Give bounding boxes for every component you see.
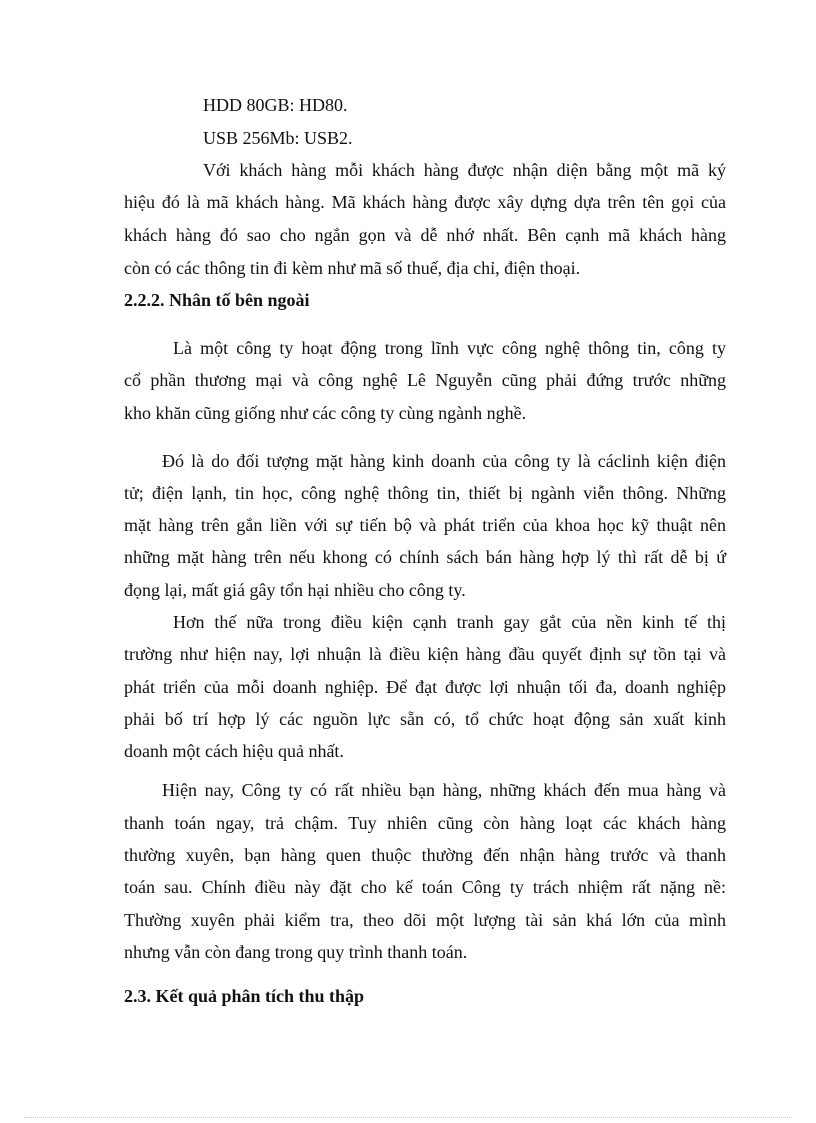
page-bottom-divider [24, 1117, 792, 1118]
paragraph-line: thanh toán ngay, trả chậm. Tuy nhiên cũng còn hàng loạt các khách hàng [124, 813, 726, 833]
paragraph-line: kho khăn cũng giống như các công ty cùng ngành nghề. [124, 403, 527, 423]
paragraph-line: USB 256Mb: USB2. [203, 128, 353, 148]
paragraph-line: Là một công ty hoạt động trong lĩnh vực công nghệ thông tin, công ty [173, 338, 726, 358]
paragraph-line: Với khách hàng mỗi khách hàng được nhận diện bằng một mã ký [203, 160, 726, 180]
paragraph-line: doanh một cách hiệu quả nhất. [124, 741, 344, 761]
section-heading: 2.3. Kết quả phân tích thu thập [124, 986, 365, 1006]
paragraph-line: phải bố trí hợp lý các nguồn lực sẵn có, tổ chức hoạt động sản xuất kinh [124, 709, 726, 729]
paragraph-line: Hiện nay, Công ty có rất nhiều bạn hàng, những khách đến mua hàng và [162, 780, 726, 800]
paragraph-line: những mặt hàng trên nếu khong có chính sách bán hàng hợp lý thì rất dễ bị ứ [124, 547, 726, 567]
paragraph-line: cổ phần thương mại và công nghệ Lê Nguyễn cũng phải đứng trước những [124, 370, 726, 390]
paragraph-line: phát triển của mỗi doanh nghiệp. Để đạt được lợi nhuận tối đa, doanh nghiệp [124, 677, 726, 697]
paragraph-line: thường xuyên, bạn hàng quen thuộc thường đến nhận hàng trước và thanh [124, 845, 726, 865]
paragraph-line: đọng lại, mất giá gây tổn hại nhiều cho công ty. [124, 580, 466, 600]
paragraph-line: trường như hiện nay, lợi nhuận là điều kiện hàng đầu quyết định sự tồn tại và [124, 644, 726, 664]
paragraph-line: mặt hàng trên gắn liền với sự tiến bộ và phát triển của khoa học kỹ thuật nên [124, 515, 726, 535]
paragraph-line: toán sau. Chính điều này đặt cho kế toán Công ty trách nhiệm rất nặng nề: [124, 877, 726, 897]
paragraph-line: HDD 80GB: HD80. [203, 95, 348, 115]
paragraph-line: Đó là do đối tượng mặt hàng kinh doanh của công ty là cáclinh kiện điện [162, 451, 726, 471]
paragraph-line: Hơn thế nữa trong điều kiện cạnh tranh gay gắt của nền kinh tế thị [173, 612, 726, 632]
paragraph-line: tử; điện lạnh, tin học, công nghệ thông tin, thiết bị ngành viễn thông. Những [124, 483, 726, 503]
paragraph-line: hiệu đó là mã khách hàng. Mã khách hàng được xây dựng dựa trên tên gọi của [124, 192, 726, 212]
paragraph-line: khách hàng đó sao cho ngắn gọn và dễ nhớ nhất. Bên cạnh mã khách hàng [124, 225, 726, 245]
paragraph-line: còn có các thông tin đi kèm như mã số thuế, địa chỉ, điện thoại. [124, 258, 581, 278]
paragraph-line: nhưng vẫn còn đang trong quy trình thanh toán. [124, 942, 468, 962]
paragraph-line: Thường xuyên phải kiểm tra, theo dõi một lượng tài sản khá lớn của mình [124, 910, 726, 930]
section-heading: 2.2.2. Nhân tố bên ngoài [124, 290, 310, 310]
